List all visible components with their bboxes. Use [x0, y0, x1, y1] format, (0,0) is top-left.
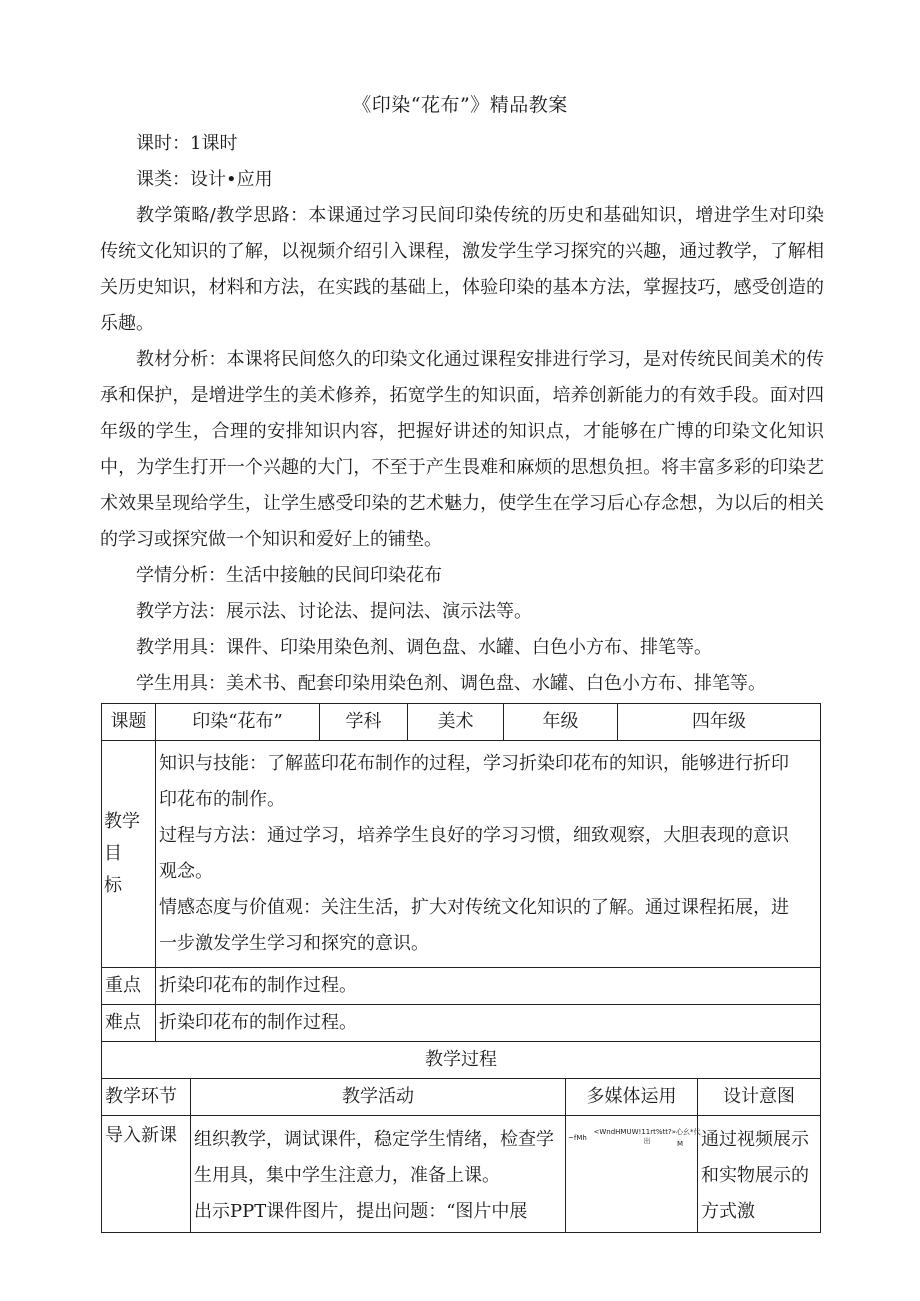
activity-line2: 生用具，集中学生注意力，准备上课。: [194, 1165, 500, 1186]
stage-value: 导入新课: [105, 1125, 177, 1146]
learner-analysis: 学情分析：生活中接触的民间印染花布: [136, 565, 442, 586]
media-cell: [566, 1116, 701, 1233]
page-title: 《印染“花布”》精品教案: [352, 94, 568, 116]
key-point-row: [102, 968, 821, 1005]
table-header-row: [102, 704, 821, 741]
key-point-label: 重点: [102, 968, 156, 1005]
activity-cell: [191, 1116, 566, 1233]
class-hours: 课时：1课时: [136, 133, 238, 154]
activity-line3: 出示PPT课件图片，提出问题：“图片中展: [194, 1201, 528, 1222]
stage-header: 教学环节: [102, 1079, 191, 1116]
process-header-row: [102, 1079, 821, 1116]
subject-value: 美术: [408, 704, 504, 741]
process-title-row: [102, 1042, 821, 1079]
grade-value: 四年级: [618, 704, 821, 741]
teaching-strategy: 教学策略/教学思路：本课通过学习民间印染传统的历史和基础知识，增进学生对印染传统文化知识的了解，以视频介绍引入课程，激发学生学习探究的兴趣，通过教学，了解相关历史知识，材料和方法，在实践的基础上，体验印染的基本方法，掌握技巧，感受创造的乐趣。: [100, 205, 824, 334]
stage-cell: [102, 1116, 191, 1233]
emotion-objective-line1: 情感态度与价值观：关注生活，扩大对传统文化知识的了解。通过课程拓展，进: [159, 897, 789, 918]
teaching-tools: 教学用具：课件、印染用染色剂、调色盘、水罐、白色小方布、排笔等。: [136, 637, 712, 658]
intent-line3: 方式激: [701, 1201, 755, 1222]
emotion-objective-line2: 一步激发学生学习和探究的意识。: [159, 933, 429, 954]
process-objective-line2: 观念。: [159, 861, 213, 882]
activity-header: 教学活动: [191, 1079, 566, 1116]
topic-value: 印染“花布”: [156, 704, 320, 741]
intent-cell: [698, 1116, 821, 1233]
intent-header: 设计意图: [698, 1079, 821, 1116]
key-point-value: 折染印花布的制作过程。: [156, 968, 821, 1005]
lesson-plan-table: [101, 703, 821, 1233]
material-analysis: 教材分析：本课将民间悠久的印染文化通过课程安排进行学习，是对传统民间美术的传承和保护，是增进学生的美术修养，拓宽学生的知识面，培养创新能力的有效手段。面对四年级的学生，合理的安排知识内容，把握好讲述的知识点，才能够在广博的印染文化知识中，为学生打开一个兴趣的大门，不至于产生畏难和麻烦的思想负担。将丰富多彩的印染艺术效果呈现给学生，让学生感受印染的艺术魅力，使学生在学习后心存念想，为以后的相关的学习或探究做一个知识和爱好上的铺垫。: [100, 349, 824, 550]
objectives-label-line2: 标: [104, 875, 122, 896]
teaching-methods: 教学方法：展示法、讨论法、提问法、演示法等。: [136, 601, 532, 622]
subject-label: 学科: [320, 704, 408, 741]
grade-label: 年级: [504, 704, 618, 741]
difficulty-row: [102, 1005, 821, 1042]
objectives-content: [156, 741, 821, 968]
media-scribble-bottom: M: [676, 1140, 683, 1148]
knowledge-objective-line1: 知识与技能：了解蓝印花布制作的过程，学习折染印花布的知识，能够进行折印: [159, 753, 789, 774]
objectives-label-line1: 教学目: [104, 811, 140, 864]
course-type: 课类：设计•应用: [136, 169, 273, 190]
process-objective-line1: 过程与方法：通过学习，培养学生良好的学习习惯，细致观察，大胆表现的意识: [159, 825, 789, 846]
student-tools: 学生用具：美术书、配套印染用染色剂、调色盘、水罐、白色小方布、排笔等。: [136, 673, 766, 694]
difficulty-value: 折染印花布的制作过程。: [156, 1005, 821, 1042]
intent-line1: 通过视频展示: [701, 1129, 809, 1150]
media-scribble-top: <WndHMUW!11rt%tt?»心幺*代出: [593, 1128, 701, 1145]
objectives-row: [102, 741, 821, 968]
media-scribble-side: ~fMh: [568, 1134, 587, 1142]
process-title: 教学过程: [102, 1042, 821, 1079]
knowledge-objective-line2: 印花布的制作。: [159, 789, 285, 810]
activity-line1: 组织教学，调试课件，稳定学生情绪，检查学: [194, 1129, 554, 1150]
table-row: [102, 1116, 821, 1233]
topic-label: 课题: [102, 704, 156, 741]
intent-line2: 和实物展示的: [701, 1165, 809, 1186]
difficulty-label: 难点: [102, 1005, 156, 1042]
media-header: 多媒体运用: [566, 1079, 698, 1116]
objectives-label: [102, 741, 156, 968]
